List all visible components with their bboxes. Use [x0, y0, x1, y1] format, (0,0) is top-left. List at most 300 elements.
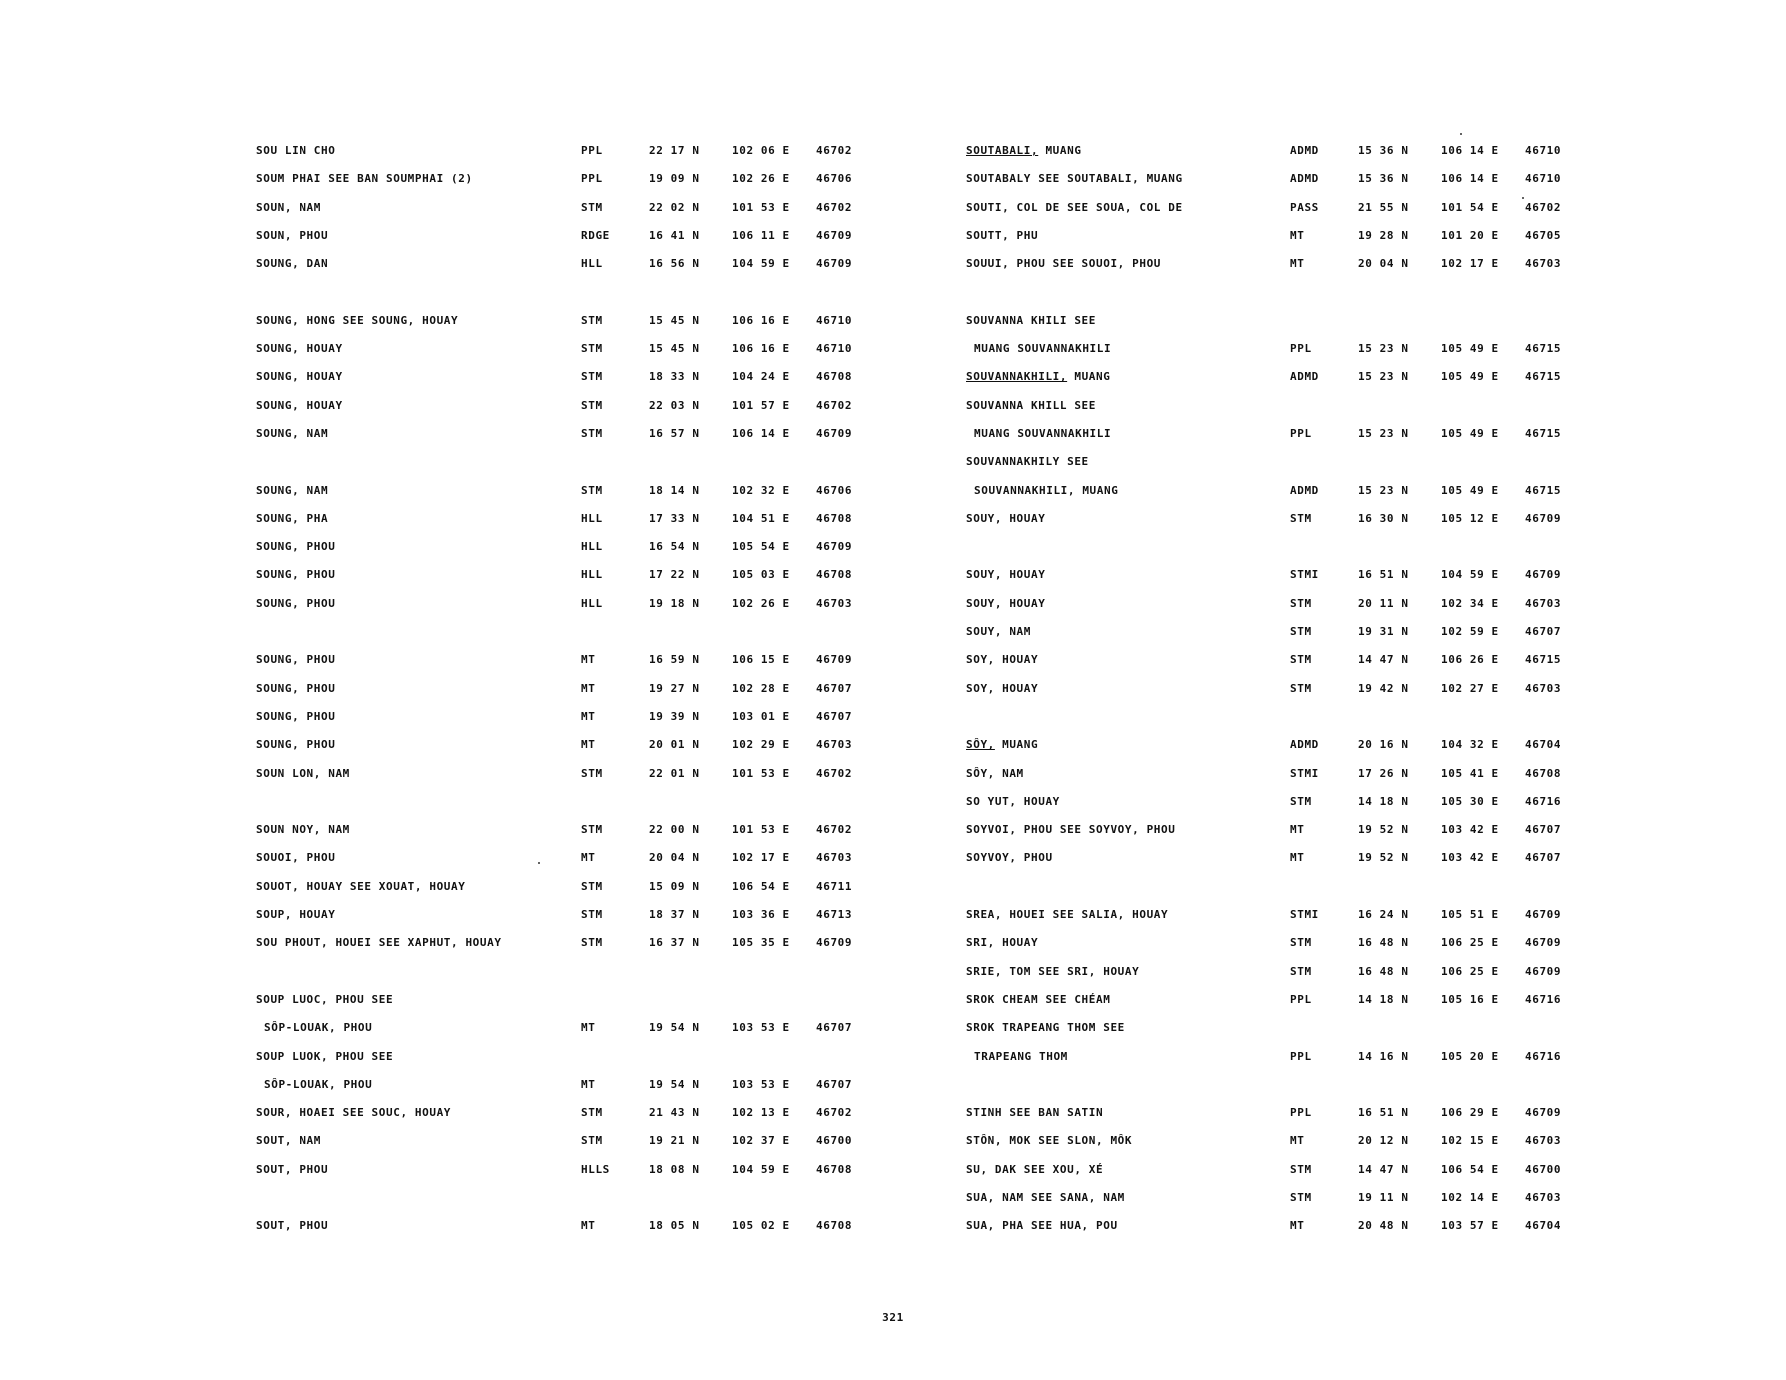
- latitude: 16 48 N: [1358, 964, 1409, 978]
- right-column: [966, 138, 1576, 1242]
- latitude: 15 09 N: [649, 879, 700, 893]
- place-name: SOUNG, HOUAY: [256, 398, 343, 412]
- sheet-number: 46715: [1525, 370, 1562, 384]
- feature-type: ADMD: [1290, 172, 1319, 186]
- place-name: SOUTI, COL DE SEE SOUA, COL DE: [966, 200, 1183, 214]
- sheet-number: 46715: [1525, 342, 1562, 356]
- place-name: SOUNG, HONG SEE SOUNG, HOUAY: [256, 313, 459, 327]
- left-column: [256, 138, 866, 1242]
- place-name: SOUY, HOUAY: [966, 511, 1046, 525]
- gazetteer-entry: [256, 251, 866, 279]
- place-name: SOUN, NAM: [256, 200, 322, 214]
- latitude: 19 09 N: [649, 172, 700, 186]
- latitude: 19 39 N: [649, 709, 700, 723]
- gazetteer-entry: [966, 506, 1576, 534]
- latitude: 16 51 N: [1358, 568, 1409, 582]
- latitude: 20 01 N: [649, 738, 700, 752]
- place-name: SOUNG, HOUAY: [256, 370, 343, 384]
- sheet-number: 46704: [1525, 1219, 1562, 1233]
- place-name: SOUTABALY SEE SOUTABALI, MUANG: [966, 172, 1183, 186]
- longitude: 102 17 E: [732, 851, 790, 865]
- latitude: 20 04 N: [649, 851, 700, 865]
- sheet-number: 46709: [816, 426, 853, 440]
- latitude: 19 52 N: [1358, 823, 1409, 837]
- gazetteer-entry: [256, 1100, 866, 1128]
- place-name: SOUN, PHOU: [256, 228, 329, 242]
- gazetteer-entry: [256, 902, 866, 930]
- longitude: 102 59 E: [1441, 625, 1499, 639]
- blank-row: [256, 1185, 866, 1213]
- longitude: 106 25 E: [1441, 964, 1499, 978]
- latitude: 22 00 N: [649, 823, 700, 837]
- longitude: 102 37 E: [732, 1134, 790, 1148]
- latitude: 15 36 N: [1358, 144, 1409, 157]
- gazetteer-entry: [966, 223, 1576, 251]
- latitude: 16 30 N: [1358, 511, 1409, 525]
- place-name: SOUNG, DAN: [256, 257, 329, 271]
- place-name: SOY, HOUAY: [966, 653, 1039, 667]
- latitude: 15 23 N: [1358, 370, 1409, 384]
- sheet-number: 46709: [1525, 568, 1562, 582]
- longitude: 103 42 E: [1441, 851, 1499, 865]
- latitude: 18 37 N: [649, 908, 700, 922]
- place-name: SOY, HOUAY: [966, 681, 1039, 695]
- feature-type: STM: [581, 342, 603, 356]
- feature-type: HLL: [581, 511, 603, 525]
- latitude: 22 02 N: [649, 200, 700, 214]
- latitude: 19 42 N: [1358, 681, 1409, 695]
- longitude: 102 14 E: [1441, 1190, 1499, 1204]
- feature-type: STM: [581, 370, 603, 384]
- longitude: 101 20 E: [1441, 228, 1499, 242]
- sheet-number: 46703: [1525, 1134, 1562, 1148]
- sheet-number: 46703: [1525, 681, 1562, 695]
- feature-type: ADMD: [1290, 483, 1319, 497]
- latitude: 16 37 N: [649, 936, 700, 950]
- longitude: 106 54 E: [732, 879, 790, 893]
- blank-row: [256, 449, 866, 477]
- longitude: 106 14 E: [732, 426, 790, 440]
- gazetteer-entry: [966, 1157, 1576, 1185]
- feature-type: ADMD: [1290, 738, 1319, 752]
- longitude: 105 51 E: [1441, 908, 1499, 922]
- underlined-name: SOUTABALI,: [966, 144, 1039, 157]
- gazetteer-entry: [256, 874, 866, 902]
- blank-row: [256, 279, 866, 307]
- place-name: SÔP-LOUAK, PHOU: [264, 1077, 373, 1091]
- underlined-name: SOUVANNAKHILI,: [966, 370, 1068, 384]
- sheet-number: 46708: [816, 511, 853, 525]
- gazetteer-entry: [256, 732, 866, 760]
- longitude: 105 49 E: [1441, 370, 1499, 384]
- feature-type: PPL: [1290, 426, 1312, 440]
- sheet-number: 46706: [816, 483, 853, 497]
- place-name: SU, DAK SEE XOU, XÉ: [966, 1162, 1104, 1176]
- place-name: SOUP LUOC, PHOU SEE: [256, 992, 394, 1006]
- feature-type: MT: [1290, 257, 1305, 271]
- gazetteer-entry: [256, 138, 866, 166]
- latitude: 14 18 N: [1358, 794, 1409, 808]
- sheet-number: 46710: [816, 313, 853, 327]
- feature-type: MT: [1290, 228, 1305, 242]
- feature-type: STM: [581, 1106, 603, 1120]
- gazetteer-entry: [256, 308, 866, 336]
- sheet-number: 46708: [816, 1162, 853, 1176]
- feature-type: STM: [581, 766, 603, 780]
- feature-type: MT: [581, 681, 596, 695]
- feature-type: PASS: [1290, 200, 1319, 214]
- gazetteer-entry: [966, 251, 1576, 279]
- place-name: SOUT, PHOU: [256, 1162, 329, 1176]
- longitude: 104 24 E: [732, 370, 790, 384]
- feature-type: MT: [1290, 823, 1305, 837]
- longitude: 102 26 E: [732, 596, 790, 610]
- longitude: 104 59 E: [732, 257, 790, 271]
- longitude: 102 29 E: [732, 738, 790, 752]
- feature-type: STM: [1290, 794, 1312, 808]
- gazetteer-entry: [966, 195, 1576, 223]
- longitude: 101 53 E: [732, 823, 790, 837]
- place-name: SOUT, PHOU: [256, 1219, 329, 1233]
- latitude: 15 23 N: [1358, 426, 1409, 440]
- feature-type: STM: [581, 879, 603, 893]
- feature-type: STM: [1290, 964, 1312, 978]
- gazetteer-entry: [966, 647, 1576, 675]
- longitude: 102 27 E: [1441, 681, 1499, 695]
- place-name: SÔY, NAM: [966, 766, 1024, 780]
- sheet-number: 46703: [1525, 596, 1562, 610]
- gazetteer-entry: [256, 704, 866, 732]
- sheet-number: 46709: [816, 653, 853, 667]
- scan-speck: [538, 862, 540, 864]
- sheet-number: 46707: [1525, 851, 1562, 865]
- feature-type: STM: [581, 483, 603, 497]
- sheet-number: 46715: [1525, 426, 1562, 440]
- longitude: 102 15 E: [1441, 1134, 1499, 1148]
- latitude: 19 54 N: [649, 1077, 700, 1091]
- place-name: SOUNG, PHOU: [256, 540, 336, 554]
- place-name: SOUVANNAKHILI, MUANG: [966, 370, 1111, 384]
- sheet-number: 46707: [1525, 823, 1562, 837]
- sheet-number: 46709: [816, 540, 853, 554]
- longitude: 106 25 E: [1441, 936, 1499, 950]
- longitude: 103 36 E: [732, 908, 790, 922]
- gazetteer-entry: [256, 195, 866, 223]
- sheet-number: 46711: [816, 879, 853, 893]
- sheet-number: 46710: [1525, 172, 1562, 186]
- latitude: 19 11 N: [1358, 1190, 1409, 1204]
- longitude: 101 54 E: [1441, 200, 1499, 214]
- gazetteer-entry: [966, 732, 1576, 760]
- feature-type: STM: [1290, 625, 1312, 639]
- longitude: 102 32 E: [732, 483, 790, 497]
- feature-type: STMI: [1290, 766, 1319, 780]
- latitude: 16 51 N: [1358, 1106, 1409, 1120]
- sheet-number: 46707: [816, 709, 853, 723]
- latitude: 18 14 N: [649, 483, 700, 497]
- place-name: SOUR, HOAEI SEE SOUC, HOUAY: [256, 1106, 452, 1120]
- longitude: 106 14 E: [1441, 172, 1499, 186]
- sheet-number: 46705: [1525, 228, 1562, 242]
- feature-type: STM: [581, 426, 603, 440]
- longitude: 103 57 E: [1441, 1219, 1499, 1233]
- sheet-number: 46703: [1525, 257, 1562, 271]
- gazetteer-entry: [966, 902, 1576, 930]
- sheet-number: 46708: [1525, 766, 1562, 780]
- gazetteer-entry: [256, 817, 866, 845]
- gazetteer-entry: [256, 393, 866, 421]
- scan-speck: [1522, 197, 1524, 199]
- longitude: 103 53 E: [732, 1077, 790, 1091]
- place-name: SOUM PHAI SEE BAN SOUMPHAI (2): [256, 172, 473, 186]
- gazetteer-entry: [966, 1185, 1576, 1213]
- latitude: 16 59 N: [649, 653, 700, 667]
- place-name: SOU PHOUT, HOUEI SEE XAPHUT, HOUAY: [256, 936, 502, 950]
- longitude: 105 49 E: [1441, 342, 1499, 356]
- feature-type: PPL: [1290, 1106, 1312, 1120]
- place-name: SOUNG, NAM: [256, 426, 329, 440]
- sheet-number: 46702: [816, 144, 853, 157]
- longitude: 103 53 E: [732, 1021, 790, 1035]
- place-name: SOUNG, HOUAY: [256, 342, 343, 356]
- place-name: SOUTABALI, MUANG: [966, 144, 1082, 157]
- latitude: 14 47 N: [1358, 653, 1409, 667]
- place-name: SOUOT, HOUAY SEE XOUAT, HOUAY: [256, 879, 466, 893]
- longitude: 104 59 E: [732, 1162, 790, 1176]
- sheet-number: 46707: [816, 1077, 853, 1091]
- place-name: SUA, PHA SEE HUA, POU: [966, 1219, 1118, 1233]
- place-name: SOYVOI, PHOU SEE SOYVOY, PHOU: [966, 823, 1176, 837]
- longitude: 105 03 E: [732, 568, 790, 582]
- place-name: SRI, HOUAY: [966, 936, 1039, 950]
- longitude: 102 34 E: [1441, 596, 1499, 610]
- place-name: SOUY, HOUAY: [966, 568, 1046, 582]
- feature-type: STM: [1290, 511, 1312, 525]
- gazetteer-entry: [966, 478, 1576, 506]
- place-name: SOUNG, NAM: [256, 483, 329, 497]
- gazetteer-entry: [256, 845, 866, 873]
- gazetteer-entry: [966, 619, 1576, 647]
- latitude: 18 33 N: [649, 370, 700, 384]
- place-name: SOUVANNA KHILL SEE: [966, 398, 1097, 412]
- place-name: MUANG SOUVANNAKHILI: [974, 426, 1112, 440]
- gazetteer-entry: [966, 959, 1576, 987]
- gazetteer-entry: [966, 336, 1576, 364]
- gazetteer-entry: [966, 308, 1576, 336]
- sheet-number: 46702: [816, 823, 853, 837]
- longitude: 106 54 E: [1441, 1162, 1499, 1176]
- latitude: 16 57 N: [649, 426, 700, 440]
- place-name: SOU LIN CHO: [256, 144, 336, 157]
- latitude: 16 24 N: [1358, 908, 1409, 922]
- feature-type: PPL: [581, 172, 603, 186]
- sheet-number: 46702: [816, 766, 853, 780]
- longitude: 106 14 E: [1441, 144, 1499, 157]
- longitude: 102 17 E: [1441, 257, 1499, 271]
- sheet-number: 46708: [816, 370, 853, 384]
- latitude: 21 55 N: [1358, 200, 1409, 214]
- latitude: 20 48 N: [1358, 1219, 1409, 1233]
- latitude: 15 45 N: [649, 342, 700, 356]
- longitude: 101 57 E: [732, 398, 790, 412]
- sheet-number: 46710: [1525, 144, 1562, 157]
- latitude: 18 05 N: [649, 1219, 700, 1233]
- longitude: 104 59 E: [1441, 568, 1499, 582]
- sheet-number: 46703: [1525, 1190, 1562, 1204]
- blank-row: [966, 1072, 1576, 1100]
- gazetteer-entry: [256, 1213, 866, 1241]
- gazetteer-entry: [256, 761, 866, 789]
- sheet-number: 46703: [816, 596, 853, 610]
- gazetteer-entry: [966, 1100, 1576, 1128]
- sheet-number: 46715: [1525, 653, 1562, 667]
- sheet-number: 46704: [1525, 738, 1562, 752]
- longitude: 105 49 E: [1441, 483, 1499, 497]
- sheet-number: 46709: [1525, 1106, 1562, 1120]
- sheet-number: 46702: [816, 1106, 853, 1120]
- place-name: SOUNG, PHA: [256, 511, 329, 525]
- blank-row: [966, 704, 1576, 732]
- feature-type: STM: [581, 823, 603, 837]
- latitude: 16 56 N: [649, 257, 700, 271]
- gazetteer-entry: [256, 421, 866, 449]
- longitude: 102 28 E: [732, 681, 790, 695]
- gazetteer-entry: [256, 676, 866, 704]
- feature-type: STMI: [1290, 568, 1319, 582]
- blank-row: [256, 959, 866, 987]
- sheet-number: 46707: [816, 681, 853, 695]
- longitude: 104 32 E: [1441, 738, 1499, 752]
- gazetteer-entry: [256, 591, 866, 619]
- latitude: 14 18 N: [1358, 992, 1409, 1006]
- latitude: 19 27 N: [649, 681, 700, 695]
- latitude: 15 23 N: [1358, 342, 1409, 356]
- longitude: 105 41 E: [1441, 766, 1499, 780]
- latitude: 21 43 N: [649, 1106, 700, 1120]
- feature-type: HLL: [581, 596, 603, 610]
- place-name: STÔN, MOK SEE SLON, MÔK: [966, 1134, 1133, 1148]
- feature-type: PPL: [1290, 1049, 1312, 1063]
- feature-type: STM: [1290, 936, 1312, 950]
- sheet-number: 46709: [816, 936, 853, 950]
- gazetteer-entry: [966, 138, 1576, 166]
- place-name: SOYVOY, PHOU: [966, 851, 1053, 865]
- latitude: 15 45 N: [649, 313, 700, 327]
- latitude: 15 23 N: [1358, 483, 1409, 497]
- gazetteer-entry: [966, 364, 1576, 392]
- feature-type: HLL: [581, 568, 603, 582]
- sheet-number: 46707: [816, 1021, 853, 1035]
- feature-type: MT: [581, 1021, 596, 1035]
- sheet-number: 46703: [816, 738, 853, 752]
- sheet-number: 46707: [1525, 625, 1562, 639]
- sheet-number: 46702: [816, 398, 853, 412]
- feature-type: STM: [581, 908, 603, 922]
- latitude: 19 52 N: [1358, 851, 1409, 865]
- feature-type: STM: [1290, 596, 1312, 610]
- latitude: 20 16 N: [1358, 738, 1409, 752]
- feature-type: HLLS: [581, 1162, 610, 1176]
- longitude: 101 53 E: [732, 766, 790, 780]
- blank-row: [966, 874, 1576, 902]
- longitude: 103 42 E: [1441, 823, 1499, 837]
- place-name: SOUNG, PHOU: [256, 681, 336, 695]
- feature-type: STMI: [1290, 908, 1319, 922]
- place-name: SOUP LUOK, PHOU SEE: [256, 1049, 394, 1063]
- feature-type: RDGE: [581, 228, 610, 242]
- gazetteer-entry: [966, 1015, 1576, 1043]
- feature-type: MT: [1290, 1134, 1305, 1148]
- gazetteer-entry: [966, 761, 1576, 789]
- sheet-number: 46716: [1525, 1049, 1562, 1063]
- latitude: 22 03 N: [649, 398, 700, 412]
- sheet-number: 46709: [816, 228, 853, 242]
- place-name: SROK CHEAM SEE CHÉAM: [966, 992, 1111, 1006]
- latitude: 20 11 N: [1358, 596, 1409, 610]
- place-name: SREA, HOUEI SEE SALIA, HOUAY: [966, 908, 1169, 922]
- latitude: 22 01 N: [649, 766, 700, 780]
- gazetteer-entry: [256, 987, 866, 1015]
- place-name: SO YUT, HOUAY: [966, 794, 1060, 808]
- longitude: 105 54 E: [732, 540, 790, 554]
- longitude: 106 11 E: [732, 228, 790, 242]
- longitude: 101 53 E: [732, 200, 790, 214]
- blank-row: [966, 534, 1576, 562]
- longitude: 105 02 E: [732, 1219, 790, 1233]
- feature-type: MT: [581, 1219, 596, 1233]
- longitude: 102 06 E: [732, 144, 790, 157]
- place-name: SOUVANNA KHILI SEE: [966, 313, 1097, 327]
- longitude: 105 16 E: [1441, 992, 1499, 1006]
- place-name: SOUOI, PHOU: [256, 851, 336, 865]
- sheet-number: 46709: [1525, 908, 1562, 922]
- page-number: 321: [882, 1311, 904, 1324]
- latitude: 16 54 N: [649, 540, 700, 554]
- sheet-number: 46703: [816, 851, 853, 865]
- gazetteer-entry: [256, 478, 866, 506]
- place-name: SOUT, NAM: [256, 1134, 322, 1148]
- feature-type: MT: [1290, 851, 1305, 865]
- gazetteer-entry: [256, 223, 866, 251]
- latitude: 19 28 N: [1358, 228, 1409, 242]
- place-name: SOUTT, PHU: [966, 228, 1039, 242]
- longitude: 106 29 E: [1441, 1106, 1499, 1120]
- gazetteer-entry: [256, 166, 866, 194]
- feature-type: MT: [581, 653, 596, 667]
- latitude: 17 33 N: [649, 511, 700, 525]
- feature-type: PPL: [1290, 992, 1312, 1006]
- feature-type: STM: [581, 313, 603, 327]
- feature-type: ADMD: [1290, 370, 1319, 384]
- latitude: 17 26 N: [1358, 766, 1409, 780]
- feature-type: STM: [1290, 653, 1312, 667]
- sheet-number: 46700: [816, 1134, 853, 1148]
- gazetteer-entry: [966, 421, 1576, 449]
- gazetteer-entry: [256, 647, 866, 675]
- gazetteer-entry: [966, 1044, 1576, 1072]
- latitude: 16 41 N: [649, 228, 700, 242]
- gazetteer-entry: [966, 930, 1576, 958]
- place-name: TRAPEANG THOM: [974, 1049, 1068, 1063]
- latitude: 20 04 N: [1358, 257, 1409, 271]
- sheet-number: 46710: [816, 342, 853, 356]
- gazetteer-entry: [966, 562, 1576, 590]
- gazetteer-entry: [966, 1213, 1576, 1241]
- feature-type: MT: [581, 738, 596, 752]
- feature-type: MT: [581, 851, 596, 865]
- gazetteer-entry: [256, 562, 866, 590]
- gazetteer-entry: [966, 166, 1576, 194]
